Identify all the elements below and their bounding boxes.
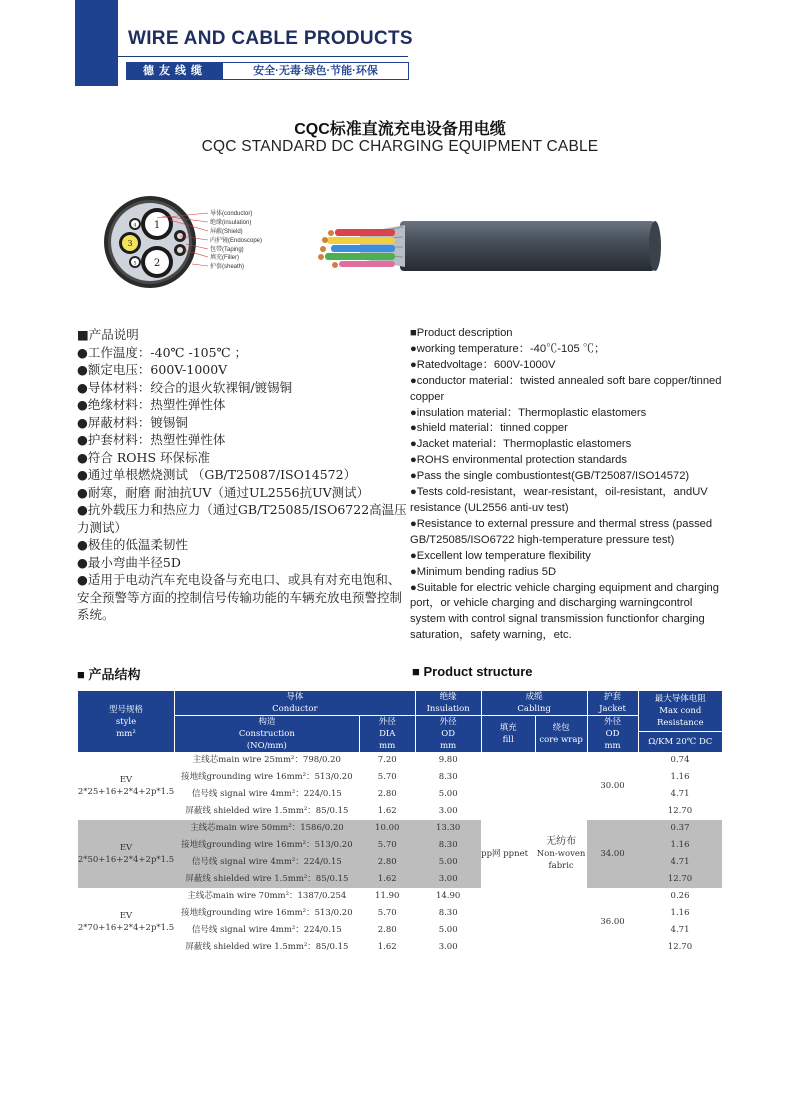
header-jacket-cn: 护套 — [604, 692, 622, 702]
core-number-4: 4 — [133, 222, 137, 229]
header-resistance-unit: Ω/KM 20℃ DC — [638, 732, 722, 753]
resistance-cell: 12.70 — [667, 942, 693, 952]
desc-cn-heading: ■产品说明 — [77, 327, 139, 342]
dia-cell: 5.70 — [377, 772, 397, 782]
wrap-en1: Non-woven — [536, 849, 586, 859]
header-jacket-od-unit: mm — [604, 741, 621, 751]
product-title-cn: CQC标准直流充电设备用电缆 — [294, 121, 506, 138]
desc-en-item: ●Excellent low temperature flexibility — [410, 549, 591, 562]
wrap-cell — [535, 752, 587, 956]
construction-cell: 接地线grounding wire 16mm²：513/0.20 — [174, 837, 359, 854]
description-en — [410, 326, 730, 644]
brand-accent-bar — [75, 0, 118, 86]
desc-en-item: ●Pass the single combustiontest(GB/T25087/ISO14572) — [410, 470, 690, 483]
label-endoscope: 内护镜(Endoscope) — [210, 238, 263, 244]
desc-en-item: ●working temperature：-40℃-105 ℃； — [410, 342, 606, 355]
section-heading-en: ■ Product structure — [412, 664, 533, 679]
resistance-cell: 1.16 — [638, 837, 722, 854]
construction-cell: 信号线 signal wire 4mm²：224/0.15 — [191, 789, 342, 799]
header-ins-od-cn: 外径 — [439, 717, 457, 727]
resistance-cell: 12.70 — [667, 806, 693, 816]
od-cell: 8.30 — [415, 837, 481, 854]
header-construction-cn: 构造 — [258, 717, 276, 727]
header-style-cn: 型号规格 — [108, 704, 143, 715]
header-construction-unit: (NO/mm) — [246, 741, 287, 751]
header-conductor-cn: 导体 — [286, 692, 304, 702]
header-ins-od-unit: mm — [440, 741, 457, 751]
header-cabling-en: Cabling — [517, 704, 551, 714]
construction-cell: 屏蔽线 shielded wire 1.5mm²：85/0.15 — [185, 942, 349, 952]
od-cell: 8.30 — [438, 908, 458, 918]
wrap-cn: 无纺布 — [546, 836, 577, 847]
style-cell — [78, 820, 175, 888]
brand-tag — [126, 62, 409, 80]
desc-en-item: ●Suitable for electric vehicle charging equipment and charging port，or vehicle charging and discharging warningcontrol system with control signal transmission functionfor charging saturation，safety warning，etc. — [410, 581, 720, 642]
label-sheath: 护套(sheath) — [210, 264, 245, 270]
desc-cn-item: ●符合 ROHS 环保标准 — [77, 449, 210, 465]
core-number-1: 1 — [153, 220, 161, 231]
label-shield: 屏蔽(Shield) — [210, 229, 243, 235]
od-cell: 14.90 — [435, 891, 461, 901]
wrap-en2: fabric — [548, 861, 574, 871]
product-structure-table — [77, 690, 722, 956]
company-name: 德友线缆 — [127, 63, 223, 79]
brand-title: WIRE AND CABLE PRODUCTS — [128, 28, 413, 49]
header-jacket — [587, 691, 638, 716]
product-title-en: CQC STANDARD DC CHARGING EQUIPMENT CABLE — [201, 138, 599, 155]
style-cell — [78, 888, 175, 956]
desc-en-item: ●shield material：tinned copper — [410, 422, 568, 435]
dia-cell: 2.80 — [377, 789, 397, 799]
header-fill-en: fill — [502, 735, 514, 745]
header-wrap — [535, 716, 587, 753]
resistance-cell: 4.71 — [670, 789, 690, 799]
od-cell: 3.00 — [438, 806, 458, 816]
header-jacket-od-en: OD — [605, 729, 620, 739]
header-resistance-cn: 最大导体电阻 — [654, 694, 706, 704]
desc-en-item: ●Jacket material：Thermoplastic elastomers — [410, 438, 632, 451]
header-resistance-en1: Max cond — [659, 706, 702, 716]
brand-divider — [118, 56, 408, 57]
desc-cn-item: ●最小弯曲半径5D — [77, 554, 181, 570]
style-spec: 2*50+16+2*4+2p*1.5 — [77, 855, 175, 865]
core-number-3: 3 — [127, 239, 133, 248]
jacket-od-cell: 34.00 — [587, 820, 638, 888]
header-jacket-en: Jacket — [599, 704, 626, 714]
header-insulation — [415, 691, 481, 716]
od-cell: 5.00 — [438, 789, 458, 799]
style-spec: 2*25+16+2*4+2p*1.5 — [77, 787, 175, 797]
desc-en-item: ●Ratedvoltage：600V-1000V — [410, 358, 556, 371]
desc-cn-item: ●额定电压：600V-1000V — [77, 362, 228, 377]
dia-cell: 5.70 — [359, 837, 415, 854]
desc-en-item: ●insulation material：Thermoplastic elastomers — [410, 406, 647, 419]
construction-cell: 屏蔽线 shielded wire 1.5mm²：85/0.15 — [174, 871, 359, 888]
label-conductor: 导体(conductor) — [210, 211, 253, 217]
brand-slogan: 安全·无毒·绿色·节能·环保 — [253, 65, 378, 77]
construction-cell: 信号线 signal wire 4mm²：224/0.15 — [174, 854, 359, 871]
od-cell: 3.00 — [438, 942, 458, 952]
header-construction — [174, 716, 359, 753]
desc-cn-item: ●导体材料：绞合的退火软裸铜/镀锡铜 — [77, 379, 293, 395]
header-cabling-cn: 成缆 — [525, 692, 543, 702]
desc-en-item: ●Tests cold-resistant，wear-resistant，oil-resistant，andUV resistance (UL2556 anti-uv test) — [410, 486, 708, 514]
style-model: EV — [119, 911, 133, 921]
section-heading-cn: ■ 产品结构 — [77, 667, 141, 682]
construction-cell: 主线芯main wire 25mm²：798/0.20 — [192, 755, 341, 765]
label-filler: 填充(Filler) — [210, 255, 239, 261]
desc-cn-item: ●屏蔽材料：镀锡铜 — [77, 414, 188, 430]
dia-cell: 1.62 — [359, 871, 415, 888]
resistance-cell: 1.16 — [670, 772, 690, 782]
resistance-cell: 4.71 — [670, 925, 690, 935]
od-cell: 9.80 — [438, 755, 458, 765]
header-insulation-en: Insulation — [426, 704, 470, 714]
jacket-od-cell: 36.00 — [600, 916, 625, 927]
od-cell: 3.00 — [415, 871, 481, 888]
header-dia-en: DIA — [379, 729, 396, 739]
style-model: EV — [119, 843, 133, 853]
header-resistance — [638, 691, 722, 732]
resistance-cell: 0.37 — [638, 820, 722, 837]
style-spec: 2*70+16+2*4+2p*1.5 — [77, 923, 175, 933]
od-cell: 5.00 — [438, 925, 458, 935]
dia-cell: 2.80 — [377, 925, 397, 935]
resistance-cell: 4.71 — [638, 854, 722, 871]
header-style — [78, 691, 175, 753]
dia-cell: 11.90 — [375, 891, 400, 901]
desc-en-item: ●ROHS environmental protection standards — [410, 454, 627, 467]
desc-en-heading: ■Product description — [410, 327, 513, 339]
header-jacket-od-cn: 外径 — [604, 717, 622, 727]
header-wrap-cn: 绕包 — [552, 723, 570, 733]
desc-cn-item: ●适用于电动汽车充电设备与充电口、或具有对充电饱和、安全预警等方面的控制信号传输功能的车辆充放电预警控制系统。 — [77, 572, 403, 622]
dia-cell: 1.62 — [377, 942, 397, 952]
construction-cell: 接地线grounding wire 16mm²：513/0.20 — [181, 772, 353, 782]
header-style-en: style — [115, 716, 137, 727]
header-jacket-od — [587, 716, 638, 753]
desc-cn-item: ●护套材料：热塑性弹性体 — [77, 432, 226, 447]
header-conductor-en: Conductor — [272, 704, 318, 714]
fill-cell: pp网 ppnet — [481, 848, 529, 859]
desc-cn-item: ●绝缘材料：热塑性弹性体 — [77, 397, 226, 412]
desc-cn-item: ●工作温度：-40℃ -105℃ ； — [77, 344, 248, 360]
label-insulation: 绝缘(insulation) — [210, 220, 252, 226]
desc-en-item: ●Minimum bending radius 5D — [410, 565, 557, 578]
dia-cell: 10.00 — [359, 820, 415, 837]
construction-cell: 信号线 signal wire 4mm²：224/0.15 — [191, 925, 342, 935]
desc-cn-item: ●抗外载压力和热应力（通过GB/T25085/ISO6722高温压力测试） — [77, 502, 407, 535]
desc-cn-item: ●通过单根燃烧测试 （GB/T25087/ISO14572） — [77, 467, 357, 482]
header-ins-od-en: OD — [441, 729, 456, 739]
header-dia-cn: 外径 — [378, 717, 396, 727]
core-number-5: 5 — [133, 260, 137, 267]
header-resistance-en2: Resistance — [656, 718, 704, 728]
od-cell: 13.30 — [415, 820, 481, 837]
desc-cn-item: ●极佳的低温柔韧性 — [77, 537, 188, 552]
resistance-cell: 1.16 — [670, 908, 690, 918]
cable-cross-section-diagram — [100, 192, 310, 292]
style-model: EV — [119, 775, 133, 785]
dia-cell: 1.62 — [377, 806, 397, 816]
construction-cell: 接地线grounding wire 16mm²：513/0.20 — [181, 908, 353, 918]
construction-cell: 屏蔽线 shielded wire 1.5mm²：85/0.15 — [185, 806, 349, 816]
header-wrap-en: core wrap — [539, 735, 583, 745]
resistance-cell: 0.74 — [670, 755, 690, 765]
header-conductor — [174, 691, 415, 716]
style-cell — [78, 752, 175, 820]
header-dia-unit: mm — [379, 741, 396, 751]
core-number-2: 2 — [153, 258, 161, 269]
header-construction-en: Construction — [238, 729, 295, 739]
header-style-unit: mm² — [116, 728, 136, 739]
header-fill-cn: 填充 — [499, 723, 517, 733]
desc-en-item: ●conductor material：twisted annealed soft bare copper/tinned copper — [410, 374, 722, 403]
jacket-od-cell: 30.00 — [600, 780, 625, 791]
desc-en-item: ●Resistance to external pressure and thermal stress (passed GB/T25085/ISO6722 high-temperature pressure test) — [410, 517, 713, 546]
dia-cell: 5.70 — [377, 908, 397, 918]
header-dia — [359, 716, 415, 753]
resistance-cell: 0.26 — [670, 891, 690, 901]
construction-cell: 主线芯main wire 70mm²：1387/0.254 — [187, 891, 347, 901]
od-cell: 8.30 — [438, 772, 458, 782]
construction-cell: 主线芯main wire 50mm²：1586/0.20 — [174, 820, 359, 837]
cable-product-image — [305, 215, 665, 275]
header-cabling — [481, 691, 587, 716]
resistance-cell: 12.70 — [638, 871, 722, 888]
header-insulation-od — [415, 716, 481, 753]
description-cn — [77, 326, 407, 624]
header-fill — [481, 716, 535, 753]
dia-cell: 2.80 — [359, 854, 415, 871]
header-insulation-cn: 绝缘 — [439, 692, 457, 702]
od-cell: 5.00 — [415, 854, 481, 871]
desc-cn-item: ●耐寒，耐磨 耐油抗UV（通过UL2556抗UV测试） — [77, 484, 370, 500]
label-taping: 包带(Taping) — [210, 247, 244, 253]
dia-cell: 7.20 — [377, 755, 397, 765]
